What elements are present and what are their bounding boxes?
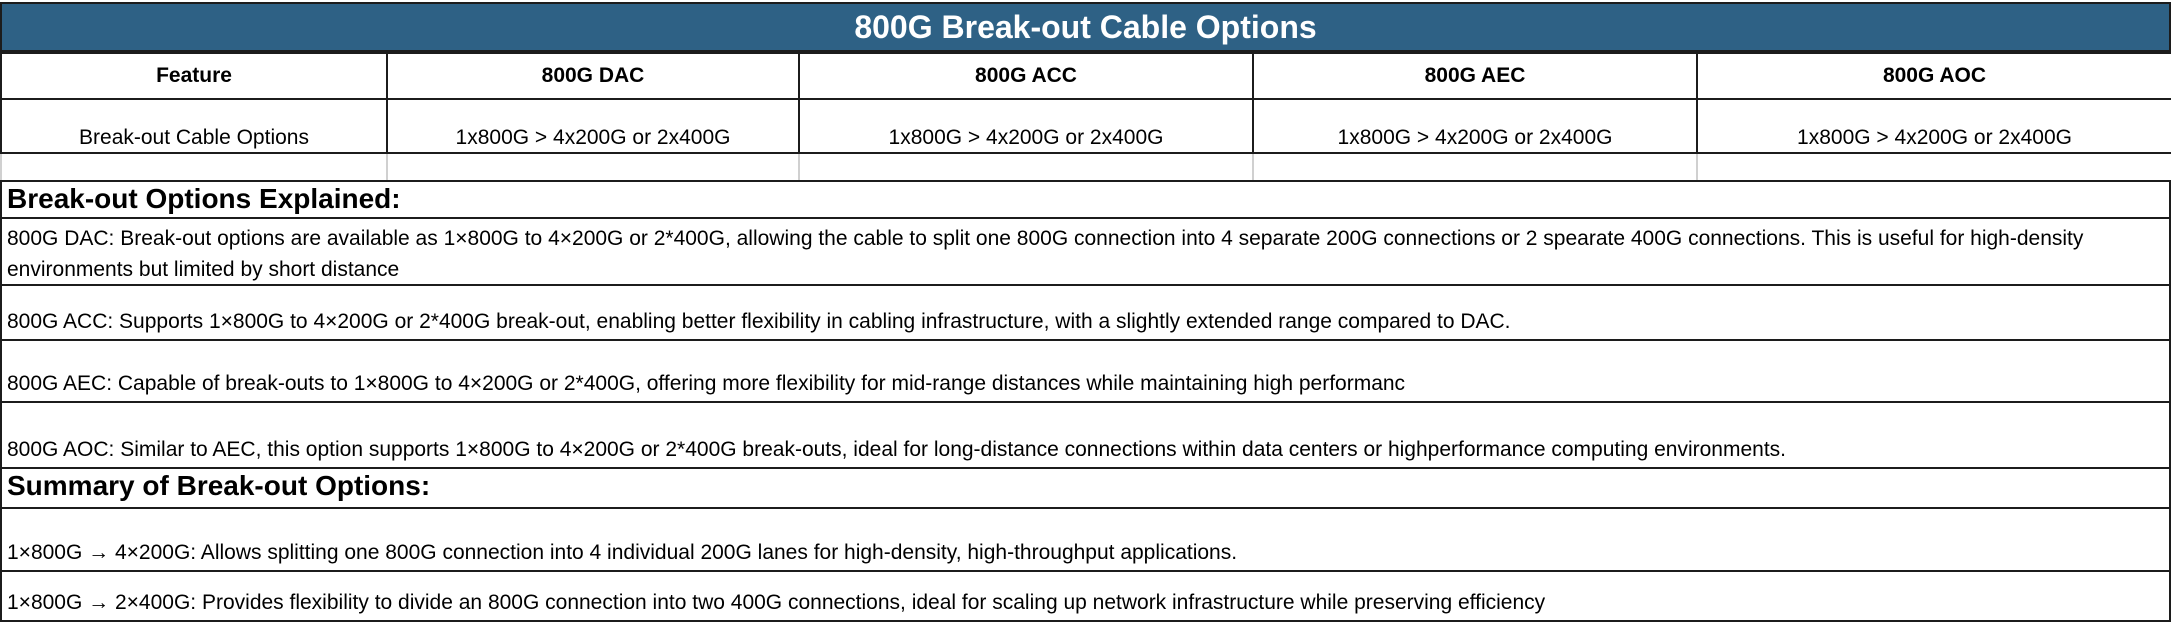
- summary-item-4x200[interactable]: 1×800G → 4×200G: Allows splitting one 800G connection into 4 individual 200G lanes for high-density, high-throughput applications.: [0, 509, 2171, 572]
- table-row: [1, 99, 2171, 153]
- header-acc[interactable]: 800G ACC: [799, 53, 1253, 99]
- summary-item-2x400[interactable]: 1×800G → 2×400G: Provides flexibility to divide an 800G connection into two 400G connections, ideal for scaling up network infrastructure while preserving efficiency: [0, 572, 2171, 622]
- cell-aoc[interactable]: 1x800G > 4x200G or 2x400G: [1697, 99, 2171, 153]
- explained-acc[interactable]: 800G ACC: Supports 1×800G to 4×200G or 2*400G break-out, enabling better flexibility in cabling infrastructure, with a slightly extended range compared to DAC.: [0, 286, 2171, 341]
- empty-cell[interactable]: [1, 153, 387, 181]
- empty-cell[interactable]: [387, 153, 799, 181]
- sheet-title[interactable]: 800G Break-out Cable Options: [0, 2, 2171, 52]
- empty-cell[interactable]: [799, 153, 1253, 181]
- cell-feature[interactable]: Break-out Cable Options: [1, 99, 387, 153]
- comparison-table: [0, 52, 2171, 182]
- cell-aec[interactable]: 1x800G > 4x200G or 2x400G: [1253, 99, 1697, 153]
- header-aoc[interactable]: 800G AOC: [1697, 53, 2171, 99]
- explained-aec[interactable]: 800G AEC: Capable of break-outs to 1×800G to 4×200G or 2*400G, offering more flexibility for mid-range distances while maintaining high performanc: [0, 341, 2171, 403]
- explained-heading[interactable]: Break-out Options Explained:: [0, 182, 2171, 219]
- header-row: [1, 53, 2171, 99]
- empty-cell[interactable]: [1253, 153, 1697, 181]
- empty-cell[interactable]: [1697, 153, 2171, 181]
- header-dac[interactable]: 800G DAC: [387, 53, 799, 99]
- cell-dac[interactable]: 1x800G > 4x200G or 2x400G: [387, 99, 799, 153]
- header-feature[interactable]: Feature: [1, 53, 387, 99]
- explained-aoc[interactable]: 800G AOC: Similar to AEC, this option supports 1×800G to 4×200G or 2*400G break-outs, ideal for long-distance connections within data centers or highperformance computing environments.: [0, 403, 2171, 469]
- summary-heading[interactable]: Summary of Break-out Options:: [0, 469, 2171, 509]
- explained-dac[interactable]: 800G DAC: Break-out options are available as 1×800G to 4×200G or 2*400G, allowing the cable to split one 800G connection into 4 separate 200G connections or 2 spearate 400G connections. This is useful for high-density environments but limited by short distance: [0, 219, 2171, 286]
- cell-acc[interactable]: 1x800G > 4x200G or 2x400G: [799, 99, 1253, 153]
- header-aec[interactable]: 800G AEC: [1253, 53, 1697, 99]
- empty-row: [1, 153, 2171, 181]
